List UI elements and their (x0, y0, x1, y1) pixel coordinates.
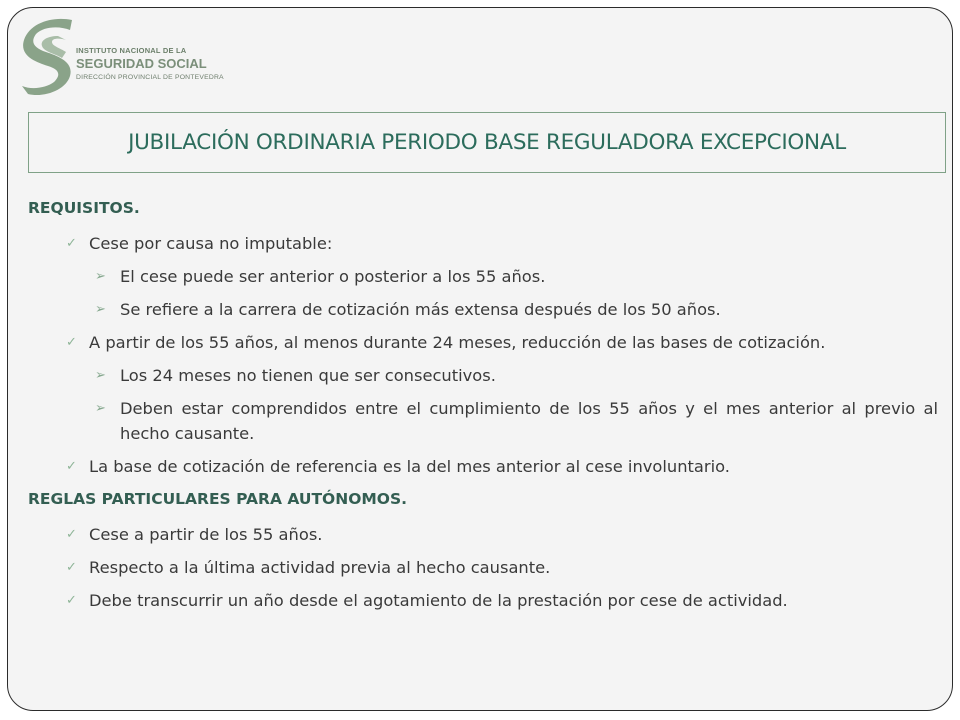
list-item (28, 588, 938, 613)
sub-list-item (28, 297, 938, 322)
slide-title: JUBILACIÓN ORDINARIA PERIODO BASE REGULADORA EXCEPCIONAL (128, 130, 846, 155)
arrow-bullet-icon: ➢ (95, 302, 106, 317)
list-item (28, 454, 938, 479)
sub-list-item (28, 396, 938, 446)
checkmark-icon: ✓ (66, 527, 77, 542)
list-item-text: A partir de los 55 años, al menos durante 24 meses, reducción de las bases de cotización. (89, 333, 826, 352)
list-item-text: Cese a partir de los 55 años. (89, 525, 323, 544)
checkmark-icon: ✓ (66, 236, 77, 251)
logo-line-seguridad-social: SEGURIDAD SOCIAL (76, 56, 207, 71)
list-item-text: Respecto a la última actividad previa al hecho causante. (89, 558, 551, 577)
list-item (28, 555, 938, 580)
logo-text (76, 46, 224, 84)
list-item-text: Debe transcurrir un año desde el agotamiento de la prestación por cese de actividad. (89, 591, 788, 610)
title-box (28, 112, 946, 173)
heading-requisitos: REQUISITOS. (28, 199, 140, 217)
inss-logo-icon (14, 14, 76, 96)
heading-reglas-autonomos: REGLAS PARTICULARES PARA AUTÓNOMOS. (28, 490, 408, 508)
list-item-text: Cese por causa no imputable: (89, 234, 333, 253)
checkmark-icon: ✓ (66, 560, 77, 575)
arrow-bullet-icon: ➢ (95, 401, 106, 416)
checkmark-icon: ✓ (66, 335, 77, 350)
sub-list-item-text: Deben estar comprendidos entre el cumplimiento de los 55 años y el mes anterior al previo al hecho causante. (120, 399, 938, 443)
sub-list-item-text: Los 24 meses no tienen que ser consecutivos. (120, 366, 496, 385)
sub-list-item (28, 264, 938, 289)
slide (7, 7, 953, 711)
sub-list-item-text: El cese puede ser anterior o posterior a los 55 años. (120, 267, 546, 286)
list-item (28, 522, 938, 547)
checkmark-icon: ✓ (66, 459, 77, 474)
slide-content (28, 196, 938, 621)
sub-list-item (28, 363, 938, 388)
list-item (28, 231, 938, 256)
arrow-bullet-icon: ➢ (95, 368, 106, 383)
logo-line-institute: INSTITUTO NACIONAL DE LA (76, 46, 187, 55)
list-item (28, 330, 938, 355)
list-item-text: La base de cotización de referencia es la del mes anterior al cese involuntario. (89, 457, 730, 476)
sub-list-item-text: Se refiere a la carrera de cotización más extensa después de los 50 años. (120, 300, 721, 319)
logo-line-direccion: DIRECCIÓN PROVINCIAL DE PONTEVEDRA (76, 74, 224, 81)
arrow-bullet-icon: ➢ (95, 269, 106, 284)
checkmark-icon: ✓ (66, 593, 77, 608)
